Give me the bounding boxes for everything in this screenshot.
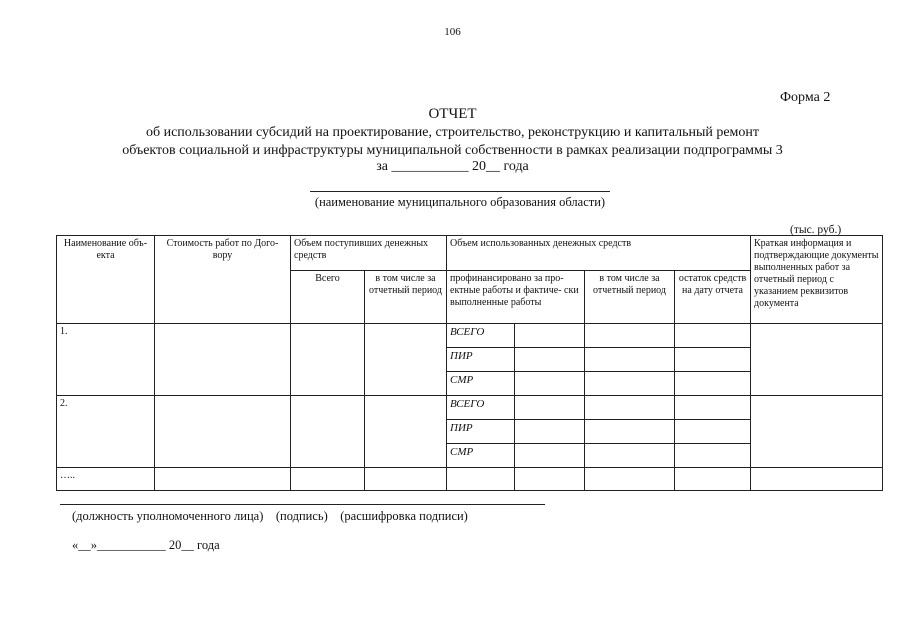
sub-row-label: ВСЕГО — [447, 324, 515, 348]
form-label: Форма 2 — [780, 90, 831, 105]
empty-cell — [751, 468, 883, 491]
empty-cell — [585, 468, 675, 491]
header-object-name: Наименование объ- екта — [57, 236, 155, 324]
empty-cell — [365, 468, 447, 491]
cell-brief-info — [751, 396, 883, 468]
header-received-funds: Объем поступивших денежных средств — [291, 236, 447, 271]
table-row-ellipsis — [57, 468, 883, 491]
cell-used-in-period — [585, 420, 675, 444]
header-contract-cost: Стоимость работ по Дого- вору — [155, 236, 291, 324]
signature-line — [60, 504, 545, 505]
sub-row-label: СМР — [447, 444, 515, 468]
header-total: Всего — [291, 271, 365, 324]
row-number: 1. — [57, 324, 155, 396]
ellipsis-cell: ….. — [57, 468, 155, 491]
header-used-funds: Объем использованных денежных средств — [447, 236, 751, 271]
cell-used-in-period — [585, 324, 675, 348]
cell-brief-info — [751, 324, 883, 396]
header-balance: остаток средств на дату отчета — [675, 271, 751, 324]
cell-received-in-period — [365, 324, 447, 396]
cell-received-in-period — [365, 396, 447, 468]
row-number: 2. — [57, 396, 155, 468]
date-line: «__»___________ 20__ года — [72, 538, 220, 552]
report-period: за ___________ 20__ года — [376, 159, 529, 174]
cell-financed — [515, 396, 585, 420]
empty-cell — [291, 468, 365, 491]
subtitle-line-2: объектов социальной и инфраструктуры муниципальной собственности в рамках реализации подпрограммы 3 — [122, 143, 783, 158]
header-financed: профинансировано за про- ектные работы и фактиче- ски выполненные работы — [447, 271, 585, 324]
cell-balance — [675, 372, 751, 396]
units-label: (тыс. руб.) — [790, 224, 842, 236]
report-table — [56, 235, 883, 491]
report-subtitle — [0, 124, 905, 160]
header-received-in-period: в том числе за отчетный период — [365, 271, 447, 324]
cell-balance — [675, 420, 751, 444]
cell-contract-cost — [155, 396, 291, 468]
header-brief-info: Краткая информация и подтверждающие документы выполненных работ за отчетный период с указанием реквизитов документа — [751, 236, 883, 324]
sub-row-label: ПИР — [447, 348, 515, 372]
table-row — [57, 396, 883, 420]
subtitle-line-1: об использовании субсидий на проектирование, строительство, реконструкцию и капитальный ремонт — [145, 125, 760, 140]
cell-used-in-period — [585, 348, 675, 372]
page-number: 106 — [444, 26, 461, 38]
header-used-in-period: в том числе за отчетный период — [585, 271, 675, 324]
cell-used-in-period — [585, 372, 675, 396]
sub-row-label: ВСЕГО — [447, 396, 515, 420]
empty-cell — [675, 468, 751, 491]
cell-balance — [675, 396, 751, 420]
sub-row-label: СМР — [447, 372, 515, 396]
sub-row-label: ПИР — [447, 420, 515, 444]
cell-contract-cost — [155, 324, 291, 396]
municipality-line — [310, 191, 610, 192]
cell-balance — [675, 324, 751, 348]
empty-cell — [515, 468, 585, 491]
cell-total — [291, 324, 365, 396]
table-header-row-1 — [57, 236, 883, 271]
empty-cell — [447, 468, 515, 491]
cell-financed — [515, 420, 585, 444]
cell-balance — [675, 348, 751, 372]
cell-financed — [515, 348, 585, 372]
cell-financed — [515, 444, 585, 468]
signature-caption: (должность уполномоченного лица) (подпись) (расшифровка подписи) — [72, 509, 468, 523]
empty-cell — [155, 468, 291, 491]
report-title: ОТЧЕТ — [428, 106, 477, 122]
cell-total — [291, 396, 365, 468]
cell-used-in-period — [585, 444, 675, 468]
cell-financed — [515, 324, 585, 348]
municipality-caption: (наименование муниципального образования области) — [314, 195, 606, 209]
cell-financed — [515, 372, 585, 396]
table-row — [57, 324, 883, 348]
cell-used-in-period — [585, 396, 675, 420]
cell-balance — [675, 444, 751, 468]
